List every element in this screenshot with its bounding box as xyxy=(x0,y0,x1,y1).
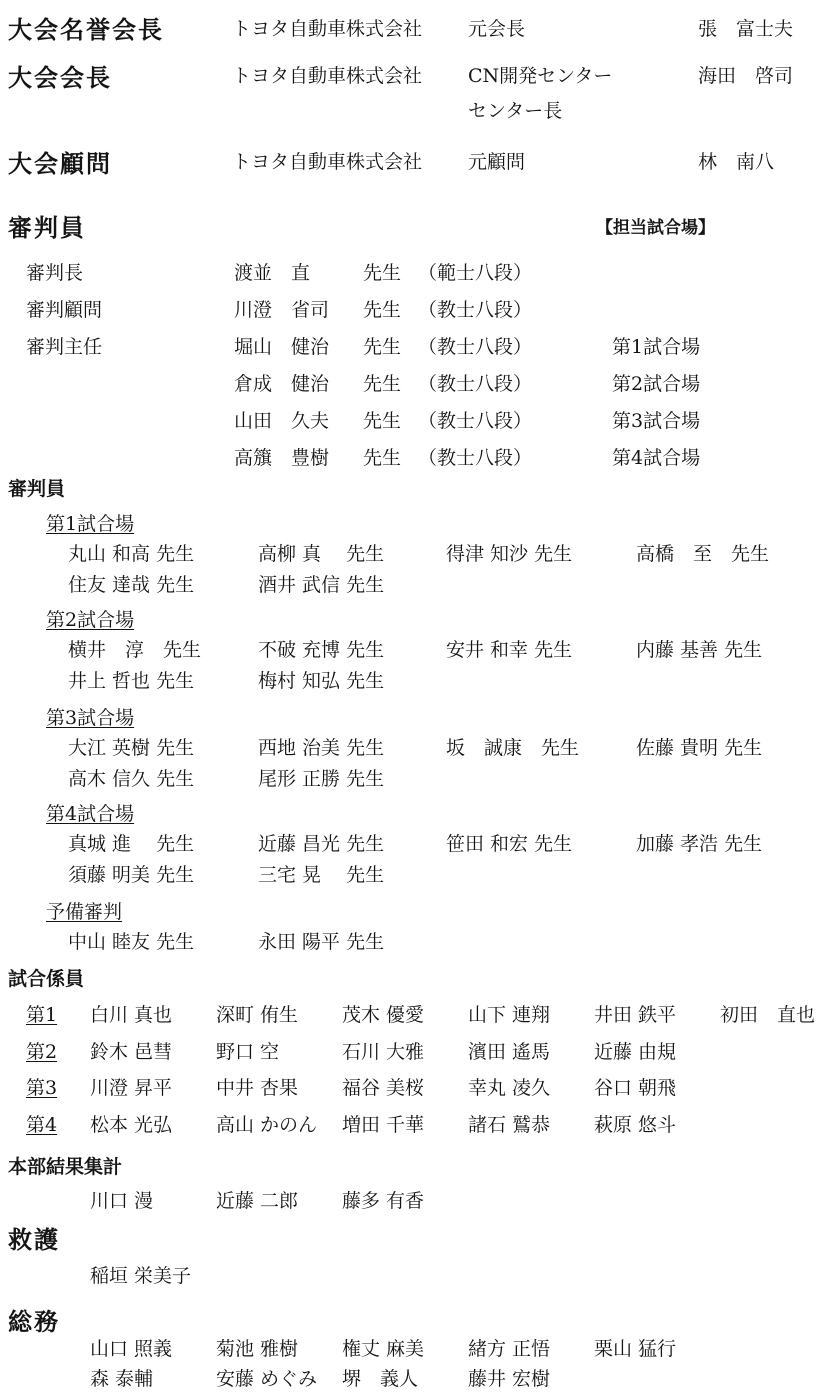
venue-heading: 第2試合場 xyxy=(46,609,135,631)
referee-name: 須藤 明美 先生 xyxy=(68,864,195,886)
staff-name: 深町 侑生 xyxy=(216,1004,299,1026)
leader-name: 堀山 健治 xyxy=(234,336,330,358)
staff-name: 松本 光弘 xyxy=(90,1114,173,1136)
tally-name: 藤多 有香 xyxy=(342,1190,425,1212)
leader-name: 山田 久夫 xyxy=(234,410,330,432)
venue-heading: 第1試合場 xyxy=(46,513,135,535)
referee-name: 高木 信久 先生 xyxy=(68,768,195,790)
official-title: 大会顧問 xyxy=(8,149,112,178)
leader-rank: （教士八段） xyxy=(418,447,533,469)
official-role: CN開発センター xyxy=(468,65,613,87)
official-role: 元会長 xyxy=(468,18,526,40)
staff-name: 諸石 鷲恭 xyxy=(468,1114,551,1136)
referee-name: 佐藤 貴明 先生 xyxy=(636,737,763,759)
official-org: トヨタ自動車株式会社 xyxy=(232,151,423,173)
staff-court-label: 第2 xyxy=(26,1041,58,1063)
staff-name: 幸丸 凌久 xyxy=(468,1077,551,1099)
staff-name: 近藤 由規 xyxy=(594,1041,677,1063)
leader-venue: 第2試合場 xyxy=(612,373,701,395)
leader-role: 審判顧問 xyxy=(26,299,103,321)
referees-label: 審判員 xyxy=(8,478,66,500)
referee-name: 内藤 基善 先生 xyxy=(636,639,763,661)
general-name: 安藤 めぐみ xyxy=(216,1368,318,1390)
leader-honorific: 先生 xyxy=(363,299,402,321)
referee-name: 高柳 真 先生 xyxy=(258,543,385,565)
general-name: 藤井 宏樹 xyxy=(468,1368,551,1390)
referee-name: 不破 充博 先生 xyxy=(258,639,385,661)
staff-name: 福谷 美桜 xyxy=(342,1077,425,1099)
leader-role: 審判主任 xyxy=(26,336,103,358)
general-name: 森 泰輔 xyxy=(90,1368,154,1390)
staff-name: 高山 かのん xyxy=(216,1114,318,1136)
general-heading: 総務 xyxy=(8,1307,60,1336)
staff-name: 石川 大雅 xyxy=(342,1041,425,1063)
staff-name: 井田 鉄平 xyxy=(594,1004,677,1026)
staff-court-label: 第1 xyxy=(26,1004,58,1026)
official-org: トヨタ自動車株式会社 xyxy=(232,65,423,87)
leader-honorific: 先生 xyxy=(363,373,402,395)
official-role-line2: センター長 xyxy=(468,100,563,122)
general-name: 堺 義人 xyxy=(342,1368,419,1390)
referee-name: 丸山 和高 先生 xyxy=(68,543,195,565)
tally-name: 川口 漫 xyxy=(90,1190,154,1212)
venue-heading: 第3試合場 xyxy=(46,707,135,729)
referee-name: 坂 誠康 先生 xyxy=(446,737,580,759)
tally-name: 近藤 二郎 xyxy=(216,1190,299,1212)
referees-heading: 審判員 xyxy=(8,213,86,242)
staff-name: 初田 直也 xyxy=(720,1004,816,1026)
staff-name: 増田 千華 xyxy=(342,1114,425,1136)
referee-name: 住友 達哉 先生 xyxy=(68,574,195,596)
referee-name: 永田 陽平 先生 xyxy=(258,931,385,953)
referee-name: 笹田 和宏 先生 xyxy=(446,833,573,855)
staff-label: 試合係員 xyxy=(8,968,85,990)
leader-name: 高籏 豊樹 xyxy=(234,447,330,469)
referee-name: 高橋 至 先生 xyxy=(636,543,770,565)
staff-name: 川澄 昇平 xyxy=(90,1077,173,1099)
leader-honorific: 先生 xyxy=(363,410,402,432)
leader-name: 倉成 健治 xyxy=(234,373,330,395)
official-role: 元顧問 xyxy=(468,151,526,173)
rescue-heading: 救護 xyxy=(8,1225,60,1254)
leader-honorific: 先生 xyxy=(363,262,402,284)
referee-name: 尾形 正勝 先生 xyxy=(258,768,385,790)
venue-heading: 第4試合場 xyxy=(46,803,135,825)
official-org: トヨタ自動車株式会社 xyxy=(232,18,423,40)
referee-name: 大江 英樹 先生 xyxy=(68,737,195,759)
general-name: 山口 照義 xyxy=(90,1338,173,1360)
official-title: 大会名誉会長 xyxy=(8,15,164,44)
staff-name: 萩原 悠斗 xyxy=(594,1114,677,1136)
venue-column-header: 【担当試合場】 xyxy=(596,218,715,238)
staff-court-label: 第4 xyxy=(26,1114,58,1136)
leader-rank: （教士八段） xyxy=(418,299,533,321)
referee-name: 得津 知沙 先生 xyxy=(446,543,573,565)
rescue-name: 稲垣 栄美子 xyxy=(90,1265,192,1287)
staff-name: 野口 空 xyxy=(216,1041,280,1063)
leader-rank: （教士八段） xyxy=(418,410,533,432)
leader-rank: （範士八段） xyxy=(418,262,533,284)
staff-name: 中井 杏果 xyxy=(216,1077,299,1099)
referee-name: 横井 淳 先生 xyxy=(68,639,202,661)
leader-rank: （教士八段） xyxy=(418,373,533,395)
referee-name: 西地 治美 先生 xyxy=(258,737,385,759)
leader-honorific: 先生 xyxy=(363,447,402,469)
staff-name: 濱田 遙馬 xyxy=(468,1041,551,1063)
staff-name: 山下 連翔 xyxy=(468,1004,551,1026)
referee-name: 安井 和幸 先生 xyxy=(446,639,573,661)
leader-role: 審判長 xyxy=(26,262,84,284)
leader-venue: 第4試合場 xyxy=(612,447,701,469)
general-name: 権丈 麻美 xyxy=(342,1338,425,1360)
referee-name: 真城 進 先生 xyxy=(68,833,195,855)
referee-name: 近藤 昌光 先生 xyxy=(258,833,385,855)
leader-rank: （教士八段） xyxy=(418,336,533,358)
staff-name: 谷口 朝飛 xyxy=(594,1077,677,1099)
leader-venue: 第1試合場 xyxy=(612,336,701,358)
official-name: 海田 啓司 xyxy=(698,65,794,87)
leader-venue: 第3試合場 xyxy=(612,410,701,432)
official-title: 大会会長 xyxy=(8,63,112,92)
referee-name: 梅村 知弘 先生 xyxy=(258,670,385,692)
staff-name: 茂木 優愛 xyxy=(342,1004,425,1026)
staff-name: 鈴木 邑彗 xyxy=(90,1041,173,1063)
tally-label: 本部結果集計 xyxy=(8,1156,123,1178)
referee-name: 井上 哲也 先生 xyxy=(68,670,195,692)
venue-heading: 予備審判 xyxy=(46,901,123,923)
staff-name: 白川 真也 xyxy=(90,1004,173,1026)
official-name: 林 南八 xyxy=(698,151,775,173)
referee-name: 加藤 孝浩 先生 xyxy=(636,833,763,855)
official-name: 張 富士夫 xyxy=(698,18,794,40)
staff-court-label: 第3 xyxy=(26,1077,58,1099)
referee-name: 酒井 武信 先生 xyxy=(258,574,385,596)
leader-name: 渡並 直 xyxy=(234,262,311,284)
general-name: 菊池 雅樹 xyxy=(216,1338,299,1360)
leader-honorific: 先生 xyxy=(363,336,402,358)
referee-name: 三宅 晃 先生 xyxy=(258,864,385,886)
referee-name: 中山 睦友 先生 xyxy=(68,931,195,953)
general-name: 栗山 猛行 xyxy=(594,1338,677,1360)
general-name: 緒方 正悟 xyxy=(468,1338,551,1360)
leader-name: 川澄 省司 xyxy=(234,299,330,321)
